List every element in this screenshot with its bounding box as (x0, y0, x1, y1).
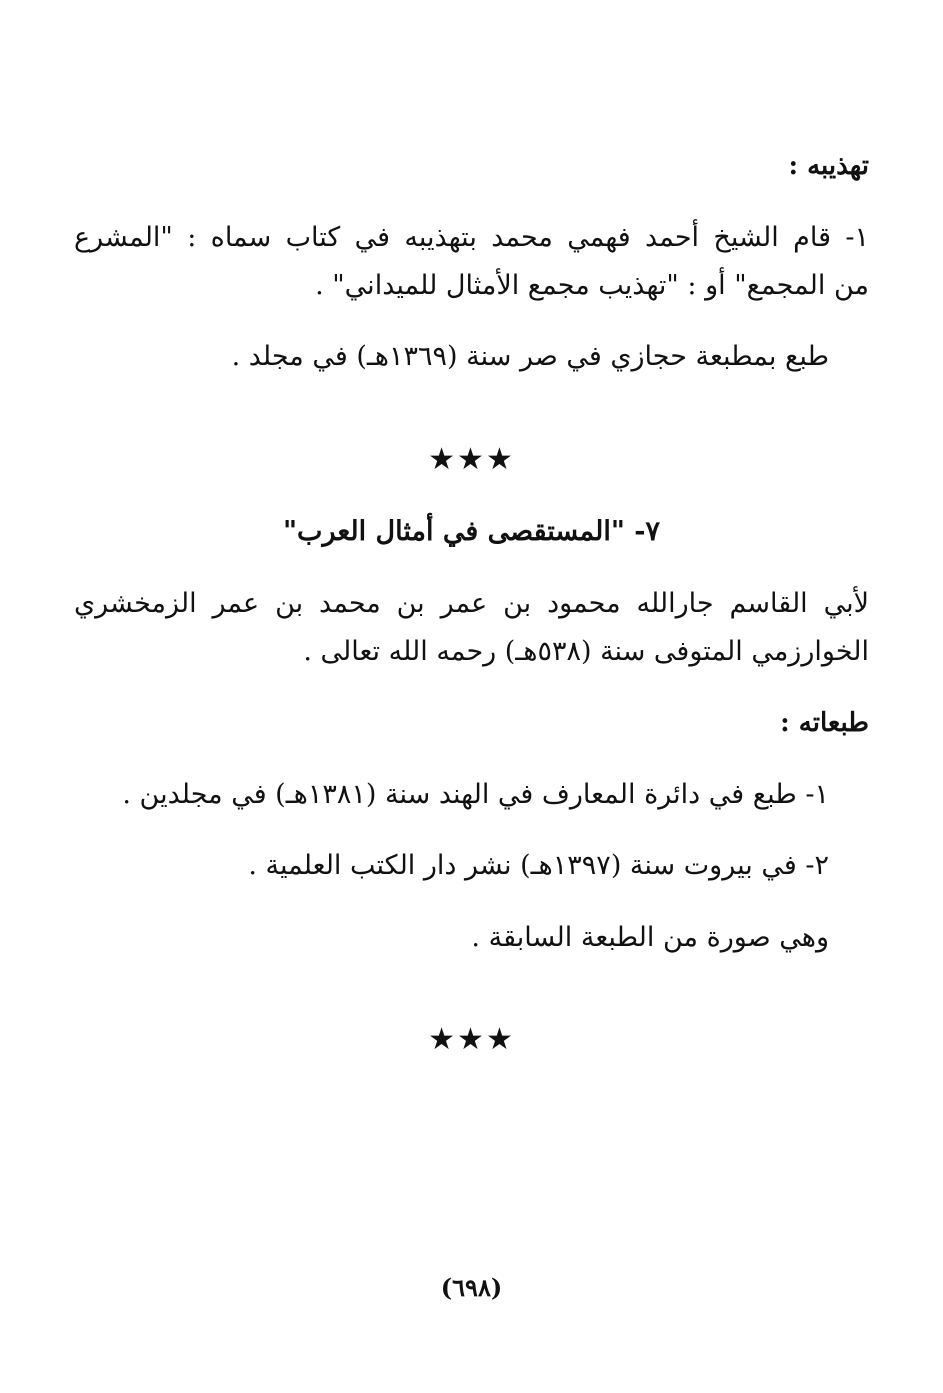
page-number: (٦٩٨) (440, 1273, 503, 1302)
tahdhib-print-note: طبع بمطبعة حجازي في صر سنة (١٣٦٩هـ) في مجلد . (231, 341, 829, 372)
tahdhib-item1-line2: من المجمع" أو : "تهذيب مجمع الأمثال للميداني" . (315, 270, 869, 301)
editions-heading: طبعاته : (780, 708, 869, 738)
edition-1: ١- طبع في دائرة المعارف في الهند سنة (١٣٨١هـ) في مجلدين . (122, 779, 829, 810)
tahdhib-item1-line1: ١- قام الشيخ أحمد فهمي محمد بتهذيبه في كتاب سماه : "المشرع (74, 222, 869, 253)
separator-stars-1: ★★★ (428, 442, 515, 477)
section-7-author-line2: الخوارزمي المتوفى سنة (٥٣٨هـ) رحمه الله تعالى . (303, 636, 869, 667)
separator-stars-2: ★★★ (428, 1022, 515, 1057)
edition-2: ٢- في بيروت سنة (١٣٩٧هـ) نشر دار الكتب العلمية . (248, 850, 829, 881)
section-7-title: ٧- "المستقصى في أمثال العرب" (282, 516, 661, 547)
section-7-author-line1: لأبي القاسم جارالله محمود بن عمر بن محمد بن عمر الزمخشري (74, 588, 869, 619)
edition-2-note: وهي صورة من الطبعة السابقة . (471, 922, 829, 953)
tahdhib-heading: تهذيبه : (788, 151, 869, 181)
